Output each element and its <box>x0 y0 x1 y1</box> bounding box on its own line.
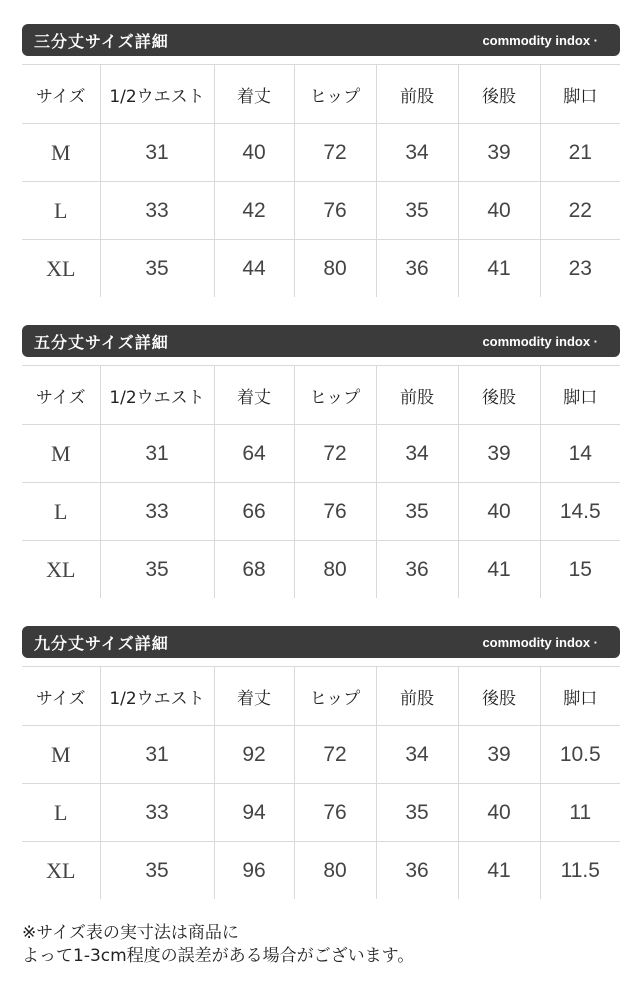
cell-hem: 14 <box>540 425 620 483</box>
cell-waist: 35 <box>100 541 214 599</box>
column-header-size: サイズ <box>22 65 100 124</box>
cell-hem: 14.5 <box>540 483 620 541</box>
cell-length: 92 <box>214 726 294 784</box>
table-header-row <box>22 65 620 124</box>
cell-length: 68 <box>214 541 294 599</box>
column-header-length: 着丈 <box>214 366 294 425</box>
column-header-length: 着丈 <box>214 65 294 124</box>
table-header-row <box>22 667 620 726</box>
cell-front-rise: 34 <box>376 124 458 182</box>
cell-hem: 10.5 <box>540 726 620 784</box>
cell-waist: 31 <box>100 425 214 483</box>
cell-size: XL <box>22 240 100 298</box>
cell-front-rise: 34 <box>376 726 458 784</box>
column-header-waist: 1/2ウエスト <box>100 667 214 726</box>
cell-waist: 31 <box>100 124 214 182</box>
cell-front-rise: 35 <box>376 182 458 240</box>
cell-size: M <box>22 726 100 784</box>
cell-hip: 76 <box>294 182 376 240</box>
section-subtitle: commodity indox · <box>482 634 598 650</box>
size-table <box>22 365 620 598</box>
cell-waist: 33 <box>100 784 214 842</box>
cell-front-rise: 36 <box>376 541 458 599</box>
column-header-hem: 脚口 <box>540 667 620 726</box>
table-row <box>22 784 620 842</box>
size-table <box>22 666 620 899</box>
column-header-waist: 1/2ウエスト <box>100 65 214 124</box>
column-header-hip: ヒップ <box>294 667 376 726</box>
table-row <box>22 541 620 599</box>
column-header-back-rise: 後股 <box>458 366 540 425</box>
table-row <box>22 182 620 240</box>
section-header-bar <box>22 626 620 658</box>
cell-hip: 76 <box>294 483 376 541</box>
table-row <box>22 425 620 483</box>
cell-back-rise: 41 <box>458 240 540 298</box>
cell-length: 42 <box>214 182 294 240</box>
cell-length: 66 <box>214 483 294 541</box>
cell-back-rise: 39 <box>458 124 540 182</box>
cell-hip: 76 <box>294 784 376 842</box>
cell-length: 44 <box>214 240 294 298</box>
cell-back-rise: 41 <box>458 541 540 599</box>
cell-hip: 72 <box>294 726 376 784</box>
cell-front-rise: 36 <box>376 842 458 900</box>
cell-front-rise: 36 <box>376 240 458 298</box>
section-title: 五分丈サイズ詳細 <box>34 332 169 352</box>
size-section-gobun <box>22 325 620 598</box>
section-subtitle: commodity indox · <box>482 32 598 48</box>
cell-hem: 11.5 <box>540 842 620 900</box>
cell-hip: 80 <box>294 541 376 599</box>
column-header-front-rise: 前股 <box>376 65 458 124</box>
cell-hem: 23 <box>540 240 620 298</box>
section-title: 九分丈サイズ詳細 <box>34 633 169 653</box>
column-header-back-rise: 後股 <box>458 65 540 124</box>
cell-size: L <box>22 784 100 842</box>
column-header-hem: 脚口 <box>540 366 620 425</box>
table-row <box>22 124 620 182</box>
size-table <box>22 64 620 297</box>
cell-back-rise: 39 <box>458 726 540 784</box>
column-header-hip: ヒップ <box>294 65 376 124</box>
column-header-front-rise: 前股 <box>376 366 458 425</box>
cell-length: 96 <box>214 842 294 900</box>
cell-waist: 31 <box>100 726 214 784</box>
table-row <box>22 842 620 900</box>
cell-length: 40 <box>214 124 294 182</box>
cell-size: L <box>22 483 100 541</box>
cell-waist: 35 <box>100 240 214 298</box>
table-header-row <box>22 366 620 425</box>
column-header-size: サイズ <box>22 366 100 425</box>
cell-length: 94 <box>214 784 294 842</box>
cell-hip: 72 <box>294 425 376 483</box>
cell-waist: 33 <box>100 483 214 541</box>
cell-back-rise: 41 <box>458 842 540 900</box>
section-subtitle: commodity indox · <box>482 333 598 349</box>
cell-hip: 72 <box>294 124 376 182</box>
cell-size: XL <box>22 842 100 900</box>
size-section-sanbun <box>22 24 620 297</box>
section-title: 三分丈サイズ詳細 <box>34 31 169 51</box>
cell-hip: 80 <box>294 240 376 298</box>
section-header-bar <box>22 24 620 56</box>
size-section-kyubun <box>22 626 620 899</box>
size-disclaimer-note <box>22 922 622 968</box>
cell-back-rise: 40 <box>458 784 540 842</box>
note-line-1: ※サイズ表の実寸法は商品に <box>22 923 239 943</box>
cell-size: L <box>22 182 100 240</box>
cell-size: M <box>22 124 100 182</box>
cell-front-rise: 35 <box>376 784 458 842</box>
cell-hip: 80 <box>294 842 376 900</box>
cell-hem: 21 <box>540 124 620 182</box>
cell-size: M <box>22 425 100 483</box>
column-header-waist: 1/2ウエスト <box>100 366 214 425</box>
cell-hem: 22 <box>540 182 620 240</box>
column-header-hem: 脚口 <box>540 65 620 124</box>
cell-hem: 15 <box>540 541 620 599</box>
cell-back-rise: 40 <box>458 483 540 541</box>
column-header-hip: ヒップ <box>294 366 376 425</box>
cell-size: XL <box>22 541 100 599</box>
cell-waist: 33 <box>100 182 214 240</box>
note-line-2: よって1-3cm程度の誤差がある場合がございます。 <box>22 946 415 966</box>
cell-front-rise: 35 <box>376 483 458 541</box>
column-header-front-rise: 前股 <box>376 667 458 726</box>
cell-back-rise: 40 <box>458 182 540 240</box>
section-header-bar <box>22 325 620 357</box>
cell-hem: 11 <box>540 784 620 842</box>
table-row <box>22 483 620 541</box>
column-header-size: サイズ <box>22 667 100 726</box>
cell-front-rise: 34 <box>376 425 458 483</box>
cell-length: 64 <box>214 425 294 483</box>
cell-back-rise: 39 <box>458 425 540 483</box>
cell-waist: 35 <box>100 842 214 900</box>
column-header-back-rise: 後股 <box>458 667 540 726</box>
column-header-length: 着丈 <box>214 667 294 726</box>
table-row <box>22 726 620 784</box>
table-row <box>22 240 620 298</box>
